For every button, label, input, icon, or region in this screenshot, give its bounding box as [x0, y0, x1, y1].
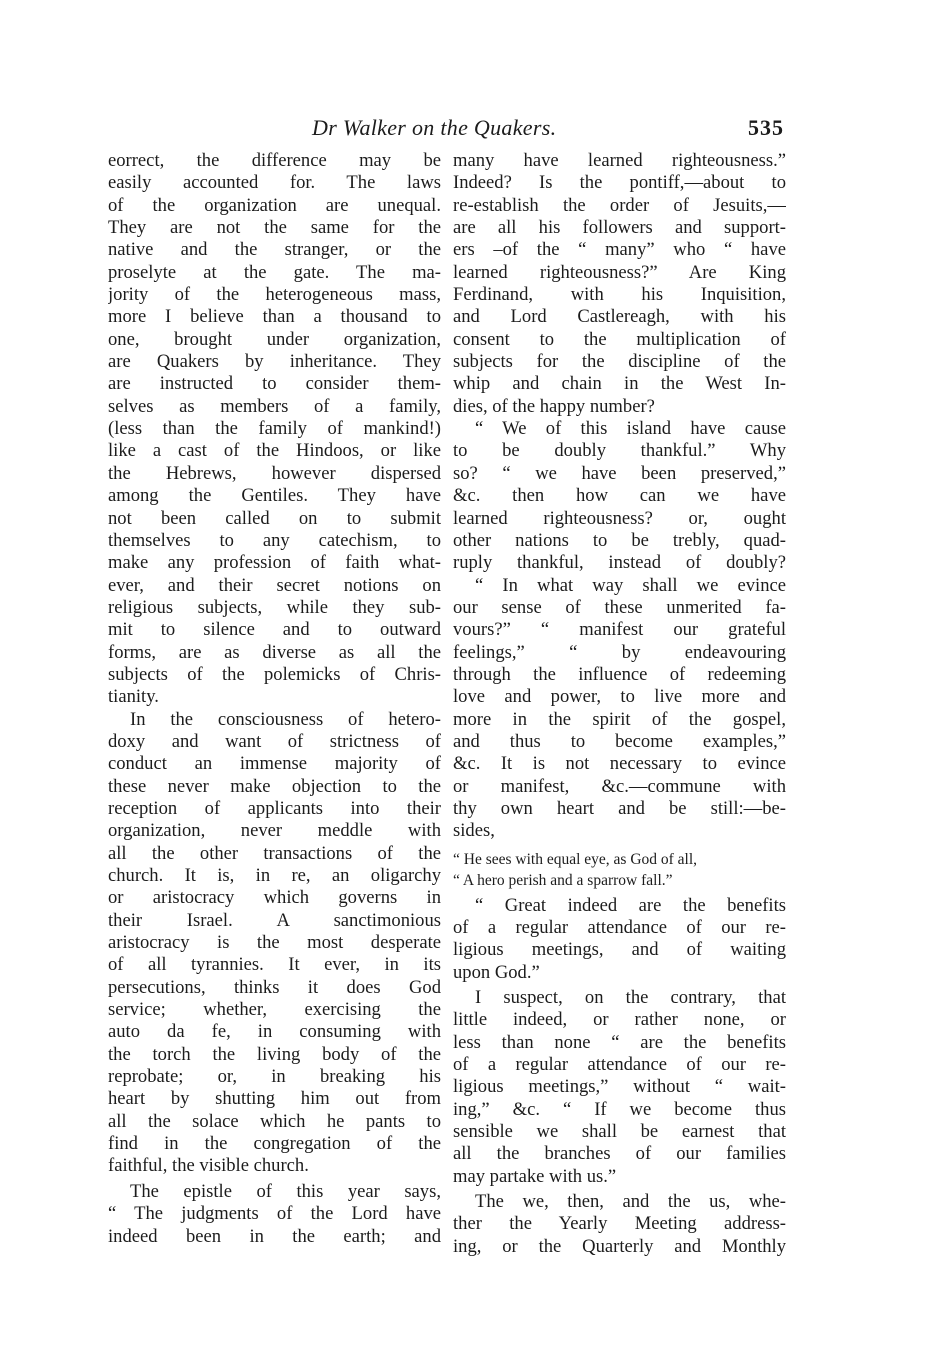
text-line: many have learned righteousness.” — [453, 150, 786, 171]
text-line: “ We of this island have cause — [475, 418, 786, 440]
text-line: religious subjects, while they sub- — [108, 596, 441, 618]
text-line: of all tyrannies. It ever, in its — [108, 954, 441, 976]
text-line: consent to the multiplication of — [453, 328, 786, 350]
text-line: jority of the heterogeneous mass, — [108, 284, 441, 306]
text-line: persecutions, thinks it does God — [108, 976, 441, 998]
text-line: these never make objection to the — [108, 775, 441, 797]
text-line: I suspect, on the contrary, that — [475, 987, 786, 1009]
text-line: are Quakers by inheritance. They — [108, 351, 441, 373]
text-line: (less than the family of mankind!) — [108, 418, 441, 440]
text-line: &c. It is not necessary to evince — [453, 753, 786, 775]
text-line: re-establish the order of Jesuits,— — [453, 194, 786, 216]
text-line: thy own heart and be still:—be- — [453, 797, 786, 819]
text-line: more I believe than a thousand to — [108, 306, 441, 328]
text-line: church. It is, in re, an oligarchy — [108, 865, 441, 886]
text-line: so? “ we have been preserved,” — [453, 462, 786, 484]
text-line: easily accounted for. The laws — [108, 172, 441, 194]
text-line: little indeed, or rather none, or — [453, 1009, 786, 1031]
text-line: like a cast of the Hindoos, or like — [108, 440, 441, 462]
text-line: reception of applicants into their — [108, 797, 441, 819]
text-line: and Lord Castlereagh, with his — [453, 306, 786, 328]
text-line: through the influence of redeeming — [453, 663, 786, 685]
text-line: In the consciousness of hetero- — [130, 708, 441, 730]
text-line: their Israel. A sanctimonious — [108, 909, 441, 931]
text-line: ers –of the “ many” who “ have — [453, 239, 786, 261]
text-line: to be doubly thankful.” Why — [453, 440, 786, 462]
text-line: ther the Yearly Meeting address- — [453, 1213, 786, 1235]
text-line: subjects of the polemicks of Chris- — [108, 663, 441, 685]
text-line: ruply thankful, instead of doubly? — [453, 552, 786, 574]
text-line: sensible we shall be earnest that — [453, 1121, 786, 1143]
text-line: feelings,” “ by endeavouring — [453, 641, 786, 663]
text-line: all the solace which he pants to — [108, 1110, 441, 1132]
text-line: one, brought under organization, — [108, 328, 441, 350]
text-line: selves as members of a family, — [108, 395, 441, 417]
page-number: 535 — [748, 115, 784, 140]
text-line: other nations to be trebly, quad- — [453, 529, 786, 551]
text-line: ligious meetings,” without “ wait- — [453, 1076, 786, 1098]
text-line: of the organization are unequal. — [108, 194, 441, 216]
text-line: heart by shutting him out from — [108, 1088, 441, 1110]
text-line: doxy and want of strictness of — [108, 730, 441, 752]
text-line: &c. then how can we have — [453, 485, 786, 507]
text-line: mit to silence and to outward — [108, 619, 441, 641]
text-line: reprobate; or, in breaking his — [108, 1066, 441, 1088]
text-line: the Hebrews, however dispersed — [108, 462, 441, 484]
text-line: our sense of these unmerited fa- — [453, 596, 786, 618]
text-line: indeed been in the earth; and — [108, 1225, 441, 1247]
right-column — [453, 150, 786, 1258]
text-line: all the branches of our families — [453, 1143, 786, 1165]
verse-line: “ He sees with equal eye, as God of all, — [453, 850, 698, 868]
text-line: They are not the same for the — [108, 217, 441, 239]
text-line: faithful, the visible church. — [108, 1155, 309, 1177]
text-line: love and power, to live more and — [453, 686, 786, 708]
text-line: “ The judgments of the Lord have — [108, 1203, 441, 1225]
text-line: ligious meetings, and of waiting — [453, 939, 786, 961]
text-line: or manifest, &c.—commune with — [453, 775, 786, 797]
text-line: or aristocracy which governs in — [108, 887, 441, 909]
verse-line: “ A hero perish and a sparrow fall.” — [453, 871, 673, 889]
text-line: native and the stranger, or the — [108, 239, 441, 261]
text-line: tianity. — [108, 686, 159, 708]
text-line: The we, then, and the us, whe- — [475, 1191, 786, 1213]
text-line: are all his followers and support- — [453, 217, 786, 239]
text-line: not been called on to submit — [108, 507, 441, 529]
text-line: upon God.” — [453, 961, 540, 983]
text-line: vours?” “ manifest our grateful — [453, 619, 786, 641]
text-line: The epistle of this year says, — [130, 1180, 441, 1202]
text-line: eorrect, the difference may be — [108, 150, 441, 171]
text-line: the torch the living body of the — [108, 1043, 441, 1065]
text-line: themselves to any catechism, to — [108, 529, 441, 551]
text-line: whip and chain in the West In- — [453, 373, 786, 395]
text-line: dies, of the happy number? — [453, 395, 655, 417]
text-line: more in the spirit of the gospel, — [453, 708, 786, 730]
text-line: Ferdinand, with his Inquisition, — [453, 284, 786, 306]
text-line: auto da fe, in consuming with — [108, 1021, 441, 1043]
text-line: conduct an immense majority of — [108, 753, 441, 775]
text-line: may partake with us.” — [453, 1165, 617, 1187]
text-line: of a regular attendance of our re- — [453, 917, 786, 938]
text-line: forms, are as diverse as all the — [108, 641, 441, 663]
text-line: Indeed? Is the pontiff,—about to — [453, 172, 786, 194]
text-line: “ Great indeed are the benefits — [475, 894, 786, 916]
text-line: of a regular attendance of our re- — [453, 1054, 786, 1076]
left-column — [108, 150, 441, 1248]
text-line: service; whether, exercising the — [108, 999, 441, 1021]
running-head: Dr Walker on the Quakers. — [312, 115, 557, 140]
text-line: aristocracy is the most desperate — [108, 932, 441, 954]
text-line: “ In what way shall we evince — [475, 574, 786, 596]
text-line: ing, or the Quarterly and Monthly — [453, 1235, 786, 1257]
text-line: make any profession of faith what- — [108, 552, 441, 574]
text-line: ever, and their secret notions on — [108, 574, 441, 596]
text-line: are instructed to consider them- — [108, 373, 441, 395]
text-line: ing,” &c. “ If we become thus — [453, 1098, 786, 1120]
text-line: and thus to become examples,” — [453, 730, 786, 752]
text-line: less than none “ are the benefits — [453, 1031, 786, 1053]
verse-quotation — [453, 849, 786, 891]
text-line: subjects for the discipline of the — [453, 351, 786, 373]
text-line: among the Gentiles. They have — [108, 485, 441, 507]
page-header — [0, 113, 936, 145]
text-line: sides, — [453, 820, 495, 842]
text-line: proselyte at the gate. The ma- — [108, 261, 441, 283]
text-line: find in the congregation of the — [108, 1133, 441, 1155]
text-line: all the other transactions of the — [108, 842, 441, 864]
text-line: learned righteousness? or, ought — [453, 507, 786, 529]
text-line: organization, never meddle with — [108, 820, 441, 842]
text-line: learned righteousness?” Are King — [453, 261, 786, 283]
